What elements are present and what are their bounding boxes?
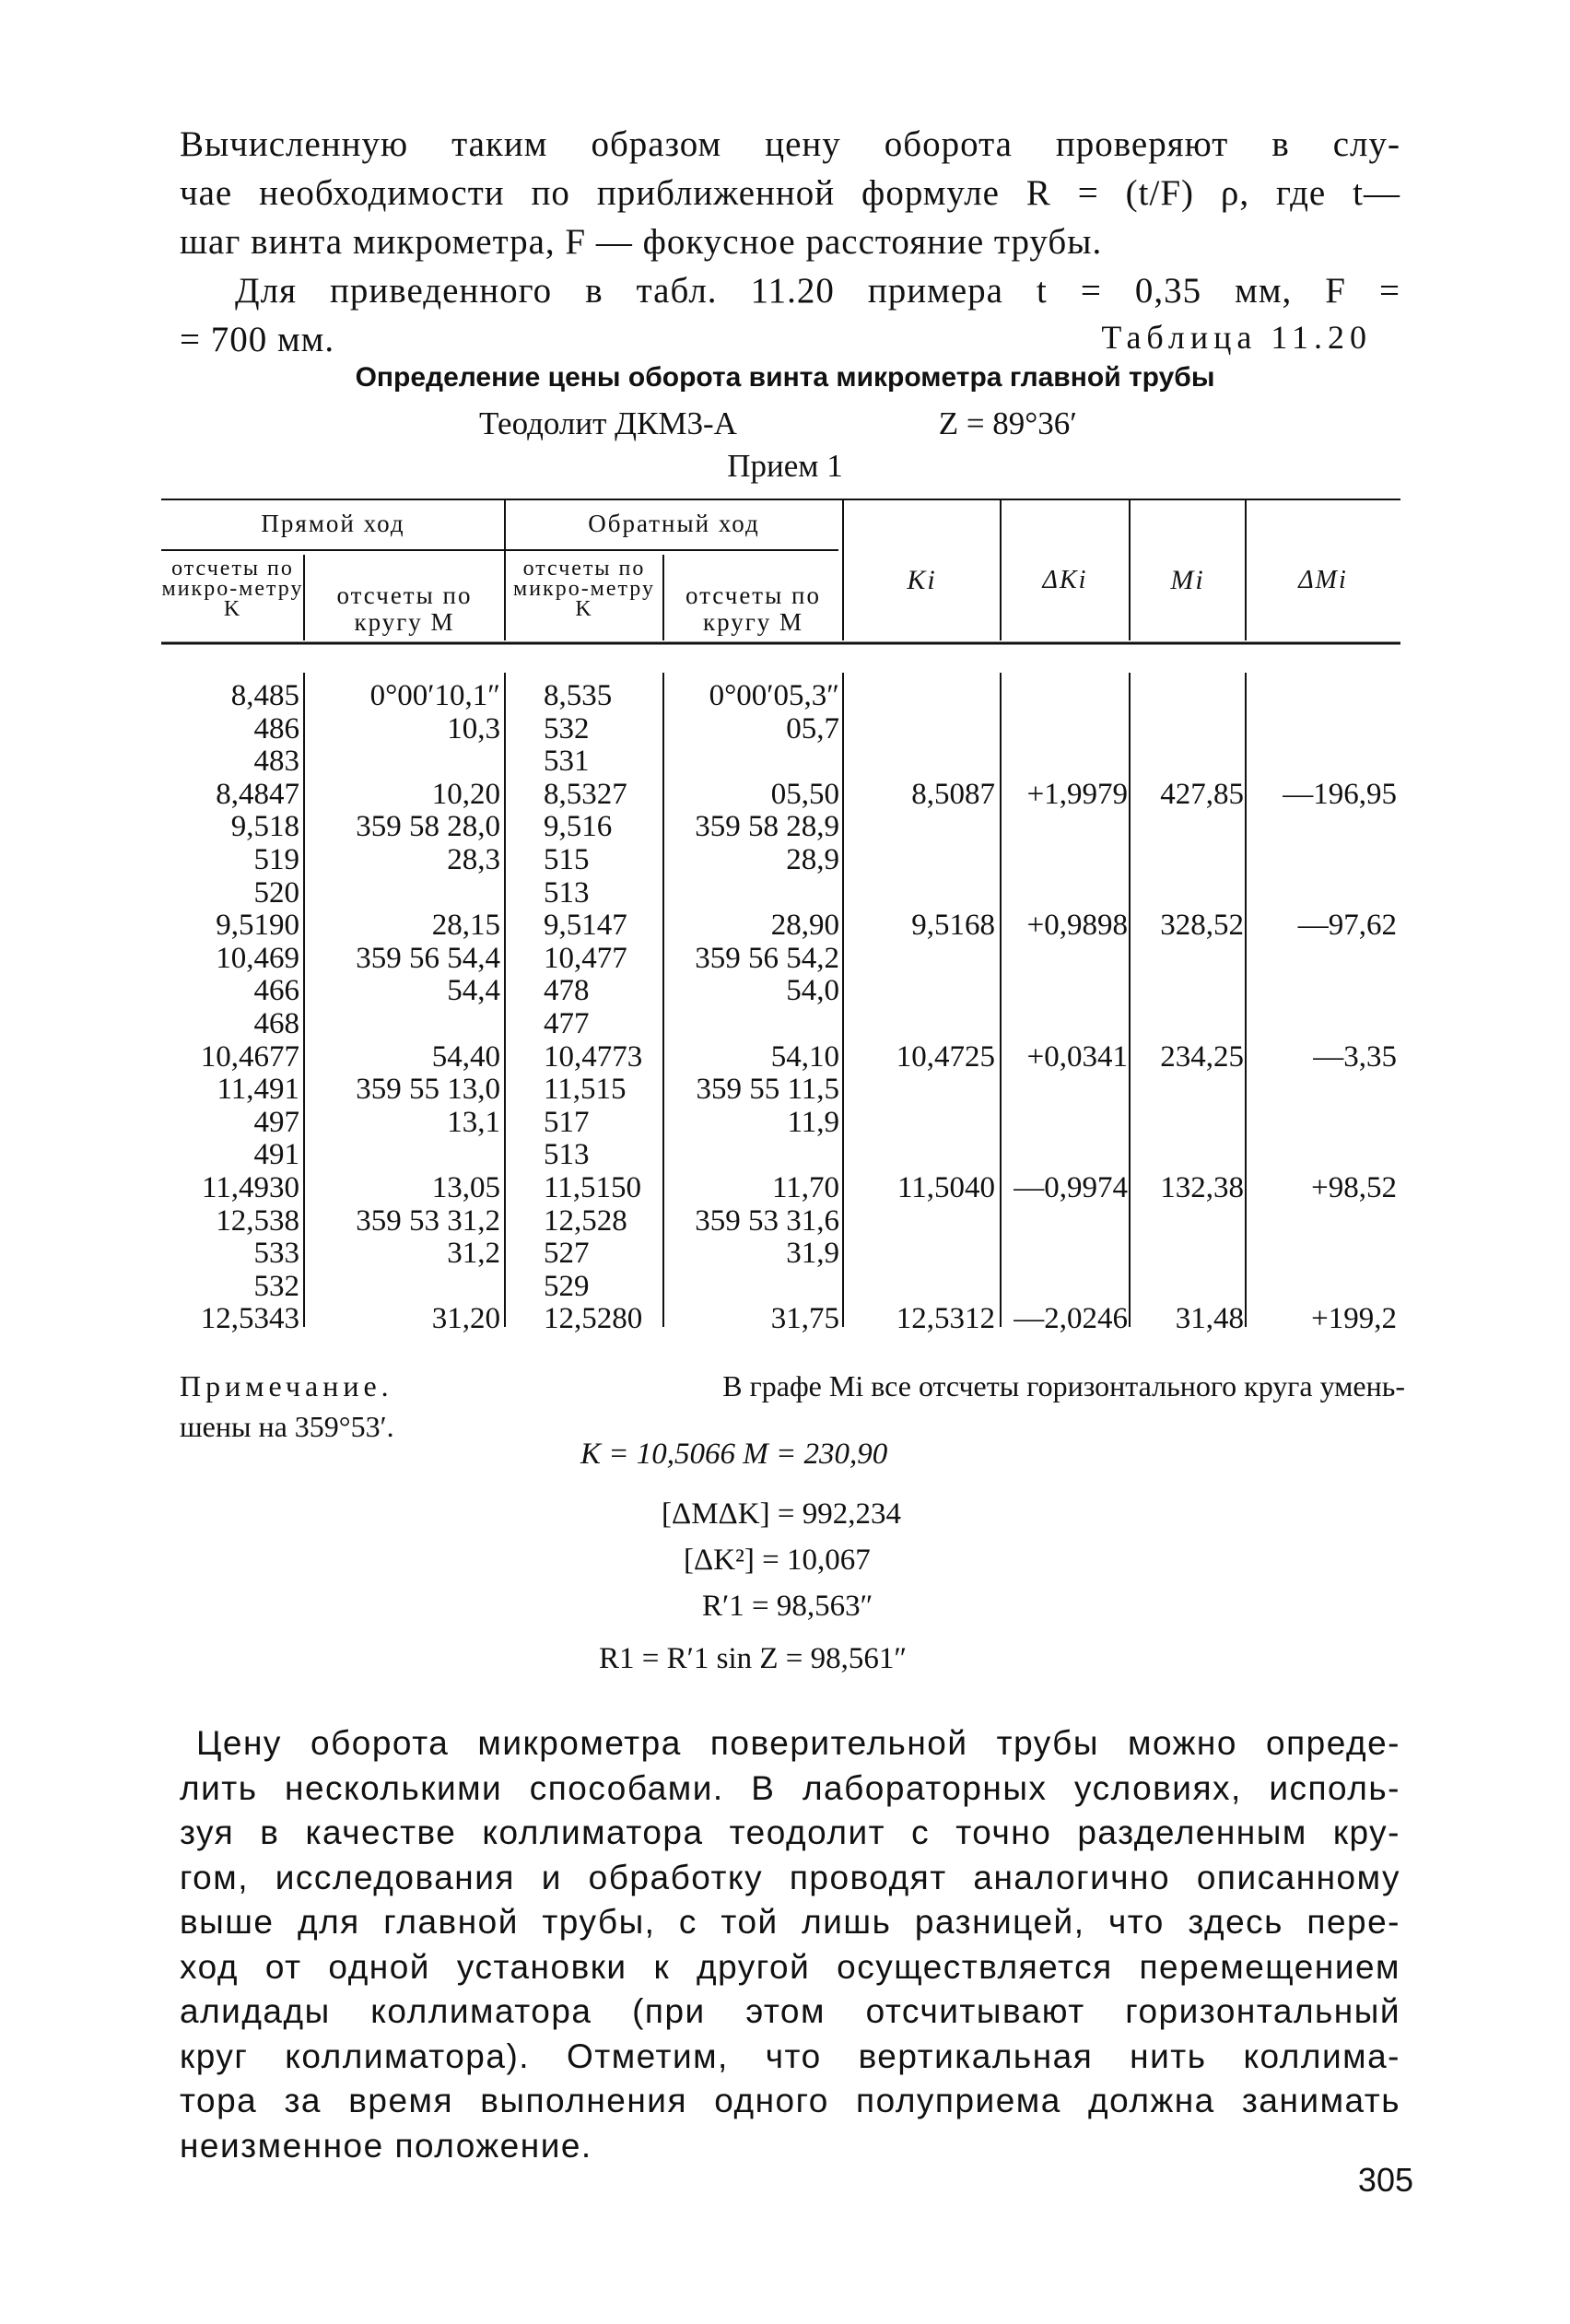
formula-means: K = 10,5066 M = 230,90 bbox=[580, 1438, 888, 1471]
intro-line: Вычисленную таким образом цену оборота проверяют в слу- bbox=[180, 124, 1400, 164]
group-header-forward: Прямой ход bbox=[261, 510, 405, 537]
body-line: ход от одной установки к другой осуществляется перемещением bbox=[180, 1947, 1400, 1986]
col-header-dmi: ΔMi bbox=[1298, 566, 1348, 594]
data-table bbox=[161, 498, 1400, 1345]
col-mi: 427,85 328,52 234,25 132,38 31,48 bbox=[1160, 777, 1244, 1336]
col-forward-m: 0°00′10,1″ 10,3 10,20 359 58 28,0 28,3 28,15 359 56 54,4 54,4 54,40 359 55 13,0 13,1 13,05 359 53 31,2 31,2 31,20 bbox=[356, 679, 500, 1336]
col-header-micrometer: отсчеты по микро-метру K bbox=[161, 557, 304, 621]
table-title: Определение цены оборота винта микрометра главной трубы bbox=[355, 362, 1215, 393]
table-subtitle bbox=[479, 405, 1077, 442]
col-header-circle: отсчеты по кругу M bbox=[685, 581, 821, 636]
body-line: выше для главной трубы, с той лишь разницей, что здесь пере- bbox=[180, 1903, 1400, 1941]
page-number: 305 bbox=[1357, 2161, 1413, 2199]
formula: [ΔK²] = 10,067 bbox=[684, 1543, 871, 1577]
col-forward-k: 8,485 486 483 8,4847 9,518 519 520 9,5190 10,469 466 468 10,4677 11,491 497 491 11,4930 12,538 533 532 12,5343 bbox=[200, 679, 299, 1336]
body-line: гом, исследования и обработку проводят аналогично описанному bbox=[180, 1858, 1400, 1896]
table-caption: Таблица 11.20 bbox=[1101, 319, 1372, 356]
body-line: зуя в качестве коллиматора теодолит с точно разделенным кру- bbox=[180, 1813, 1400, 1851]
col-header-ki: Ki bbox=[907, 565, 937, 595]
body-line: Цену оборота микрометра поверительной трубы можно опреде- bbox=[196, 1724, 1400, 1762]
col-header-dki: ΔKi bbox=[1042, 566, 1088, 594]
col-dki: +1,9979 +0,9898 +0,0341 —0,9974 —2,0246 bbox=[1013, 777, 1128, 1336]
intro-line: Для приведенного в табл. 11.20 примера t = 0,35 мм, F = bbox=[235, 271, 1400, 311]
note-text: шены на 359°53′. bbox=[180, 1410, 394, 1443]
col-backward-k: 8,535 532 531 8,5327 9,516 515 513 9,5147 10,477 478 477 10,4773 11,515 517 513 11,5150 12,528 527 529 12,5280 bbox=[544, 679, 643, 1336]
col-dmi: —196,95 —97,62 —3,35 +98,52 +199,2 bbox=[1283, 777, 1397, 1336]
instrument-name: Теодолит ДКМ3-А bbox=[479, 405, 737, 441]
formula: R′1 = 98,563″ bbox=[702, 1590, 873, 1623]
note-label: Примечание. bbox=[180, 1369, 393, 1403]
formula: [ΔMΔK] = 992,234 bbox=[662, 1497, 901, 1531]
intro-line: шаг винта микрометра, F — фокусное расстояние трубы. bbox=[180, 222, 1103, 262]
col-header-circle: отсчеты по кругу M bbox=[336, 581, 473, 636]
note-text: В графе Mi все отсчеты горизонтального круга умень- bbox=[722, 1369, 1405, 1403]
body-paragraph bbox=[180, 1721, 1400, 2168]
table-priem: Прием 1 bbox=[727, 448, 843, 484]
col-header-micrometer: отсчеты по микро-метру K bbox=[513, 557, 655, 621]
zenith-angle: Z = 89°36′ bbox=[938, 405, 1077, 441]
formula: R1 = R′1 sin Z = 98,561″ bbox=[599, 1642, 908, 1675]
intro-line: чае необходимости по приближенной формуле R = (t/F) ρ, где t— bbox=[180, 173, 1400, 213]
col-backward-m: 0°00′05,3″ 05,7 05,50 359 58 28,9 28,9 28,90 359 56 54,2 54,0 54,10 359 55 11,5 11,9 11,70 359 53 31,6 31,9 31,75 bbox=[695, 679, 839, 1336]
col-ki: 8,5087 9,5168 10,4725 11,5040 12,5312 bbox=[896, 777, 995, 1336]
body-line: круг коллиматора). Отметим, что вертикальная нить коллима- bbox=[180, 2036, 1400, 2075]
intro-line: = 700 мм. bbox=[180, 320, 335, 359]
body-line: алидады коллиматора (при этом отсчитывают горизонтальный bbox=[180, 1992, 1400, 2030]
body-line: тора за время выполнения одного полуприема должна занимать bbox=[180, 2082, 1400, 2119]
group-header-backward: Обратный ход bbox=[588, 510, 760, 537]
body-line: неизменное положение. bbox=[180, 2126, 592, 2165]
col-header-mi: Mi bbox=[1170, 565, 1205, 595]
table-note bbox=[180, 1366, 1405, 1447]
body-line: лить несколькими способами. В лабораторных условиях, исполь- bbox=[180, 1768, 1400, 1807]
